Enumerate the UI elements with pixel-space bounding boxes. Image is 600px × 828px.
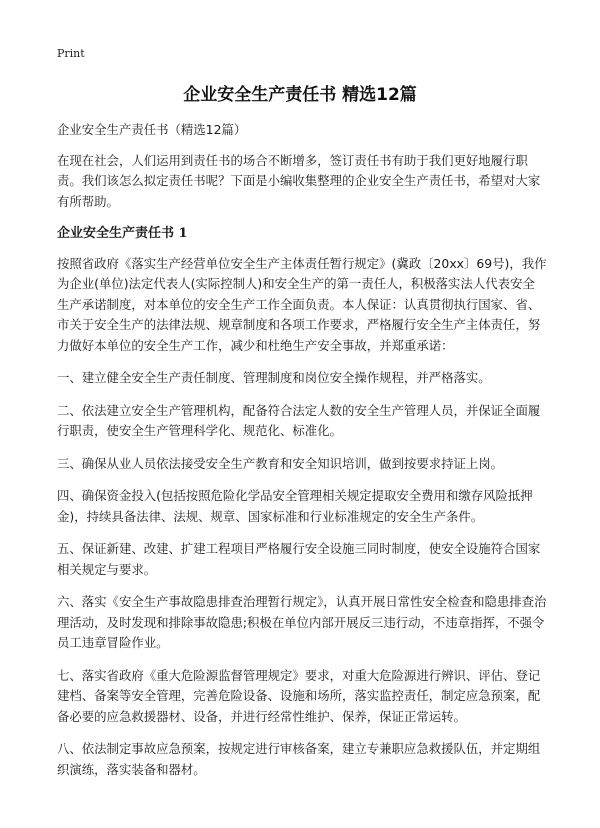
document-body	[57, 120, 547, 792]
commitment-item: 三、确保从业人员依法接受安全生产教育和安全知识培训，做到按要求持证上岗。	[57, 455, 504, 471]
section-heading: 企业安全生产责任书 1	[57, 226, 188, 241]
commitment-item: 四、确保资金投入(包括按照危险化学品安全管理相关规定提取安全费用和缴存风险抵押金)，持续具备法律、法规、规章、国家标准和行业标准规定的安全生产条件。	[57, 488, 533, 524]
commitment-item: 八、依法制定事故应急预案，按规定进行审核备案，建立专兼职应急救援队伍，并定期组织演练，落实装备和器材。	[57, 741, 541, 777]
print-label: Print	[57, 47, 85, 60]
section-intro-paragraph: 按照省政府《落实生产经营单位安全生产主体责任暂行规定》(冀政〔20xx〕69号)，我作为企业(单位)法定代表人(实际控制人)和安全生产的第一责任人，积极落实法人代表安全生产承诺制度，对本单位的安全生产工作全面负责。本人保证：认真贯彻执行国家、省、市关于安全生产的法律法规、规章制度和各项工作要求，严格履行安全生产主体责任，努力做好本单位的安全生产工作，减少和杜绝生产安全事故，并郑重承诺：	[57, 255, 547, 353]
commitment-item: 六、落实《安全生产事故隐患排查治理暂行规定》，认真开展日常性安全检查和隐患排查治理活动，及时发现和排除事故隐患;积极在单位内部开展反三违行动，不违章指挥，不强令员工违章冒险作业。	[57, 594, 547, 650]
document-title: 企业安全生产责任书 精选12篇	[183, 85, 417, 105]
commitment-item: 一、建立健全安全生产责任制度、管理制度和岗位安全操作规程，并严格落实。	[57, 370, 491, 385]
commitment-item: 二、依法建立安全生产管理机构，配备符合法定人数的安全生产管理人员，并保证全面履行职责，使安全生产管理科学化、规范化、标准化。	[57, 402, 541, 438]
commitment-item: 五、保证新建、改建、扩建工程项目严格履行安全设施三同时制度，使安全设施符合国家相关规定与要求。	[57, 541, 541, 577]
document-subtitle: 企业安全生产责任书（精选12篇）	[57, 122, 247, 137]
intro-paragraph: 在现在社会，人们运用到责任书的场合不断增多，签订责任书有助于我们更好地履行职责。我们该怎么拟定责任书呢？下面是小编收集整理的企业安全生产责任书，希望对大家有所帮助。	[57, 152, 541, 209]
commitment-item: 七、落实省政府《重大危险源监督管理规定》要求，对重大危险源进行辨识、评估、登记建档、备案等安全管理，完善危险设备、设施和场所，落实监控责任，制定应急预案，配备必要的应急救援器材、设备，并进行经常性维护、保养，保证正常运转。	[57, 667, 541, 724]
